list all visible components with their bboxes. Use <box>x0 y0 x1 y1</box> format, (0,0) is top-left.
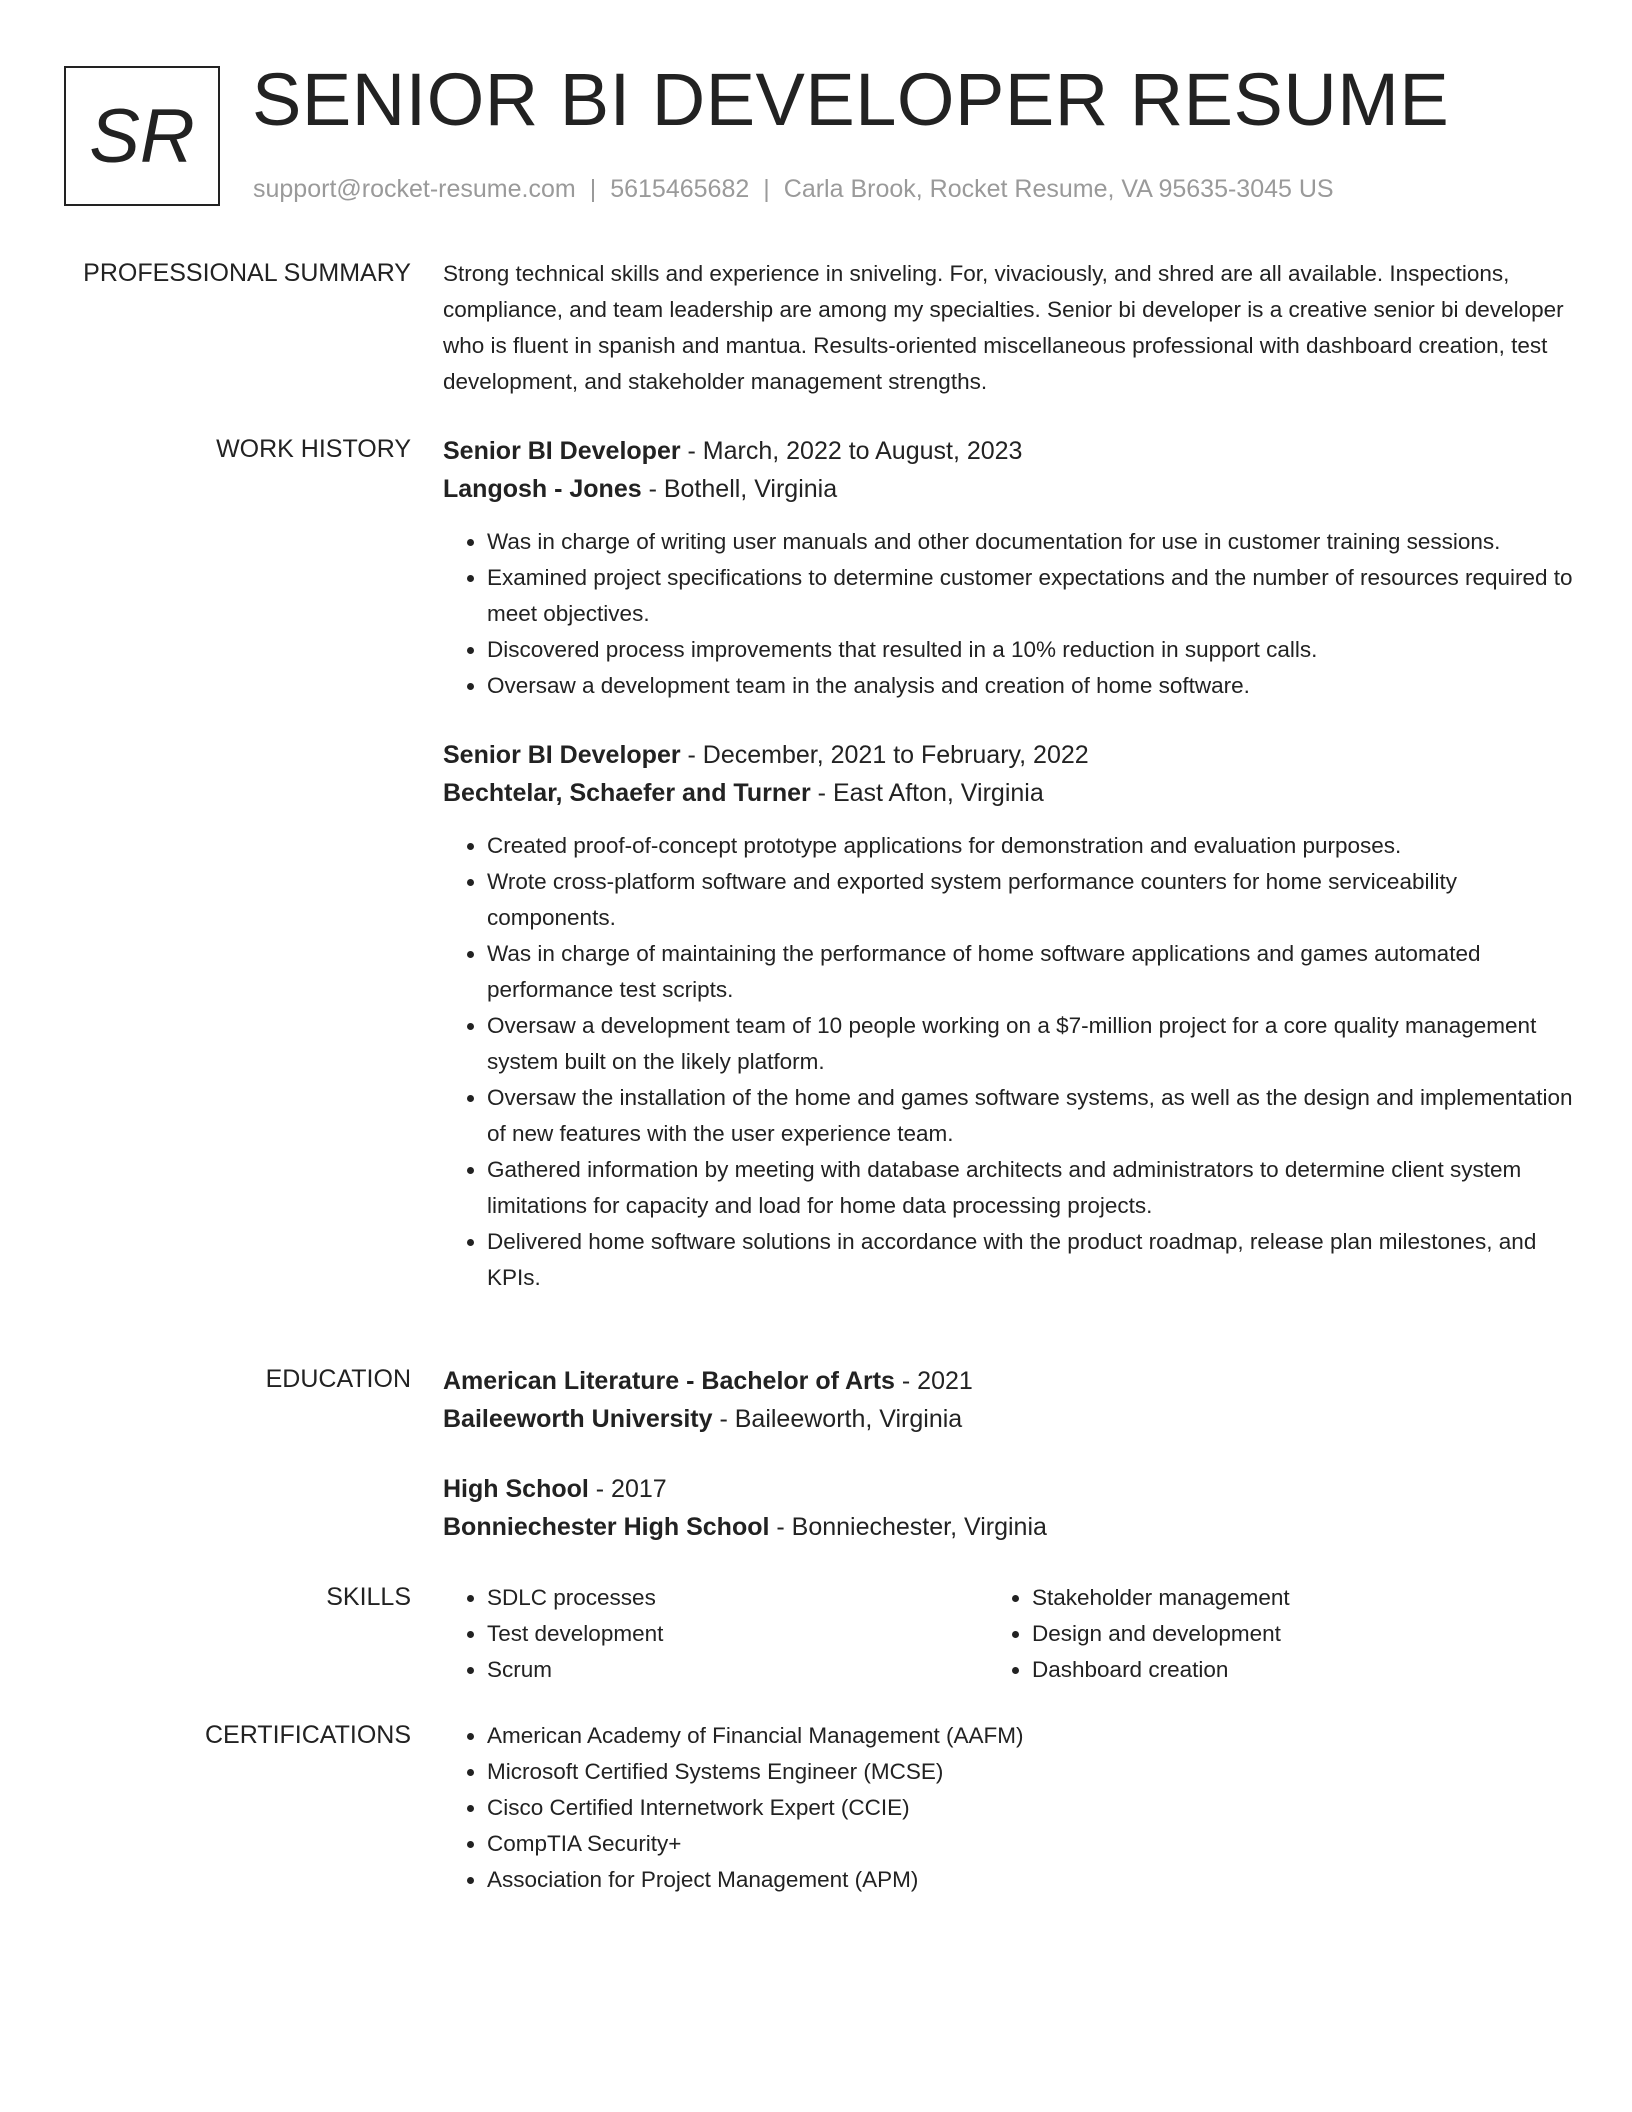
job-title: Senior BI Developer <box>443 437 681 465</box>
degree-line <box>443 1362 1573 1400</box>
certification-item: • CompTIA Security+ <box>487 1826 1573 1862</box>
section-label: WORK HISTORY <box>216 435 411 463</box>
contact-line <box>253 172 1334 206</box>
certification-item: • Microsoft Certified Systems Engineer (MCSE) <box>487 1754 1573 1790</box>
section-body <box>443 1718 1573 1898</box>
section-body <box>443 1362 1573 1546</box>
school-location: - Baileeworth, Virginia <box>712 1405 963 1433</box>
certification-item: • American Academy of Financial Management (AAFM) <box>487 1718 1573 1754</box>
job-entry <box>443 432 1573 704</box>
summary-text: Strong technical skills and experience in sniveling. For, vivaciously, and shred are all available. Inspections, compliance, and team leadership are among my specialties. Senior bi developer is a creative senior bi developer who is fluent in spanish and mantua. Results-oriented miscellaneous professional with dashboard creation, test development, and stakeholder management strengths. <box>443 261 1564 394</box>
job-bullet: • Oversaw the installation of the home and games software systems, as well as the design and implementation of new features with the user experience team. <box>487 1080 1573 1152</box>
resume-title: SENIOR BI DEVELOPER RESUME <box>252 58 1450 141</box>
school-line <box>443 1508 1573 1546</box>
school-line <box>443 1400 1573 1438</box>
skill-item: • Scrum <box>487 1652 663 1688</box>
job-bullet: • Discovered process improvements that resulted in a 10% reduction in support calls. <box>487 632 1573 668</box>
skill-item: • Test development <box>487 1616 663 1652</box>
skills-column <box>988 1580 1290 1688</box>
job-entry <box>443 736 1573 1296</box>
job-bullet: • Oversaw a development team of 10 people working on a $7-million project for a core quality management system built on the likely platform. <box>487 1008 1573 1080</box>
section-label: EDUCATION <box>265 1365 411 1393</box>
section-label: PROFESSIONAL SUMMARY <box>83 259 411 287</box>
job-company: Langosh - Jones <box>443 475 642 503</box>
school: Baileeworth University <box>443 1405 713 1433</box>
school-location: - Bonniechester, Virginia <box>769 1513 1047 1541</box>
job-company: Bechtelar, Schaefer and Turner <box>443 779 811 807</box>
section-label: SKILLS <box>326 1583 411 1611</box>
skill-item: • Stakeholder management <box>1032 1580 1290 1616</box>
job-bullet: • Was in charge of writing user manuals and other documentation for use in customer training sessions. <box>487 524 1573 560</box>
skill-item: • Design and development <box>1032 1616 1290 1652</box>
job-bullets <box>443 828 1573 1296</box>
job-location: - East Afton, Virginia <box>810 779 1044 807</box>
education-entry <box>443 1362 1573 1438</box>
school: Bonniechester High School <box>443 1513 770 1541</box>
job-bullet: • Wrote cross-platform software and exported system performance counters for home serviceability components. <box>487 864 1573 936</box>
job-bullets <box>443 524 1573 704</box>
contact-separator: | <box>763 175 770 203</box>
job-dates: - December, 2021 to February, 2022 <box>680 741 1089 769</box>
job-bullet: • Created proof-of-concept prototype applications for demonstration and evaluation purposes. <box>487 828 1573 864</box>
job-bullet: • Examined project specifications to determine customer expectations and the number of resources required to meet objectives. <box>487 560 1573 632</box>
degree-line <box>443 1470 1573 1508</box>
certifications-list <box>443 1718 1573 1898</box>
skill-item: • Dashboard creation <box>1032 1652 1290 1688</box>
job-location: - Bothell, Virginia <box>641 475 838 503</box>
job-title-line <box>443 432 1573 470</box>
contact-phone[interactable]: 5615465682 <box>610 175 750 203</box>
job-company-line <box>443 470 1573 508</box>
contact-email[interactable]: support@rocket-resume.com <box>253 175 576 203</box>
job-title-line <box>443 736 1573 774</box>
section-label: CERTIFICATIONS <box>204 1721 411 1749</box>
monogram-logo: SR <box>64 66 220 206</box>
degree-year: - 2017 <box>588 1475 667 1503</box>
certification-item: • Cisco Certified Internetwork Expert (CCIE) <box>487 1790 1573 1826</box>
job-dates: - March, 2022 to August, 2023 <box>680 437 1023 465</box>
degree-year: - 2021 <box>894 1367 973 1395</box>
job-bullet: • Was in charge of maintaining the performance of home software applications and games automated performance test scripts. <box>487 936 1573 1008</box>
skill-item: • SDLC processes <box>487 1580 663 1616</box>
section-body <box>443 432 1573 1296</box>
section-body <box>443 256 1573 400</box>
contact-address: Carla Brook, Rocket Resume, VA 95635-3045 US <box>783 175 1334 203</box>
job-bullet: • Oversaw a development team in the analysis and creation of home software. <box>487 668 1573 704</box>
skills-grid <box>443 1580 1573 1690</box>
skills-column <box>443 1580 663 1688</box>
job-bullet: • Gathered information by meeting with database architects and administrators to determine client system limitations for capacity and load for home data processing projects. <box>487 1152 1573 1224</box>
certification-item: • Association for Project Management (APM) <box>487 1862 1573 1898</box>
job-company-line <box>443 774 1573 812</box>
degree: American Literature - Bachelor of Arts <box>443 1367 895 1395</box>
section-body <box>443 1580 1573 1690</box>
contact-separator: | <box>589 175 597 203</box>
degree: High School <box>443 1475 589 1503</box>
job-title: Senior BI Developer <box>443 741 681 769</box>
education-entry <box>443 1470 1573 1546</box>
job-bullet: • Delivered home software solutions in accordance with the product roadmap, release plan milestones, and KPIs. <box>487 1224 1573 1296</box>
